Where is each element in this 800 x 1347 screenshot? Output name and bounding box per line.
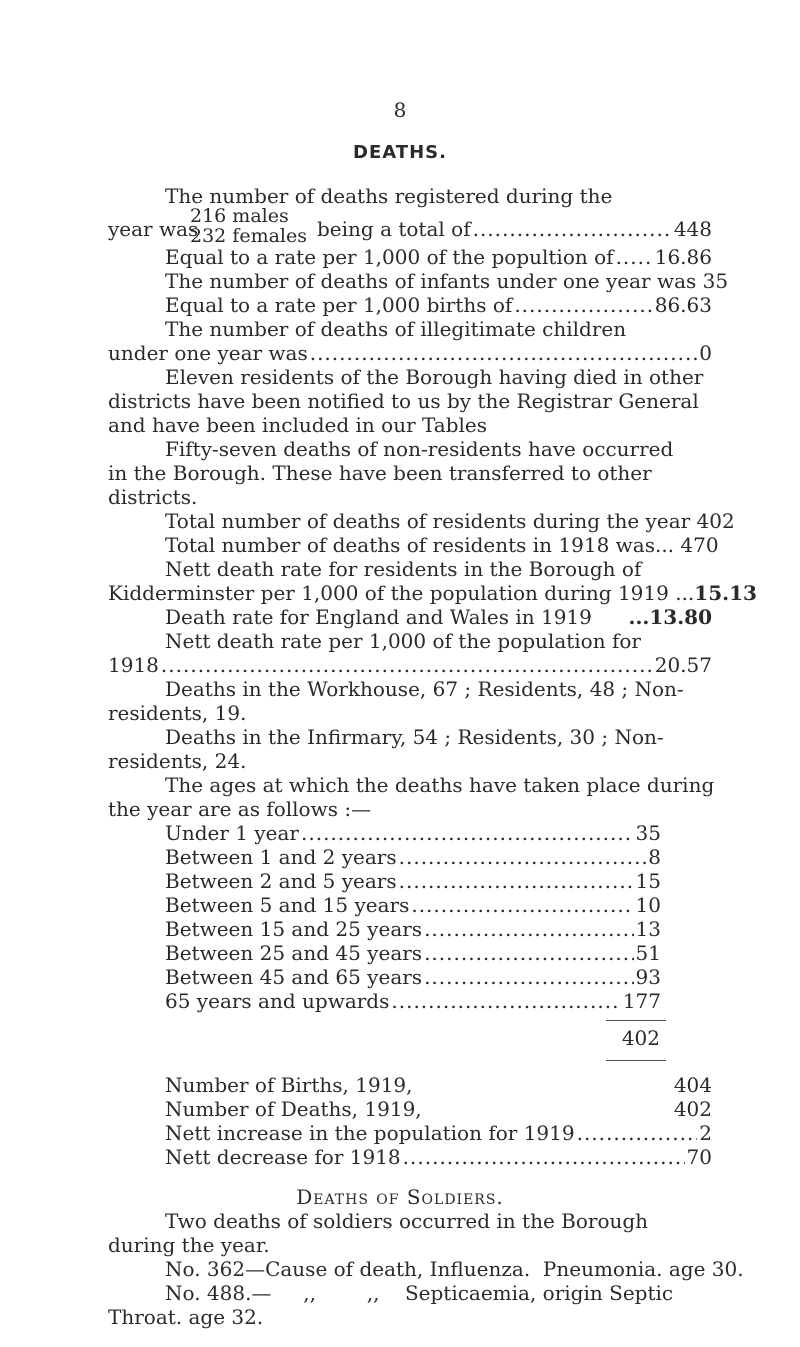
sum-rule	[606, 1060, 666, 1061]
population-value: 402	[673, 1097, 712, 1121]
age-value: 10	[635, 893, 661, 917]
nett-rate-kidderminster-line	[108, 581, 757, 605]
eleven-para-line: Eleven residents of the Borough having died in other	[165, 365, 704, 389]
population-row	[165, 1073, 712, 1097]
age-row	[165, 821, 661, 845]
age-value: 177	[622, 989, 661, 1013]
england-rate-row	[165, 605, 712, 629]
rate-population-row	[165, 245, 712, 269]
leader-dots	[399, 845, 647, 869]
nett-rate-line: Nett death rate for residents in the Borough of	[165, 557, 642, 581]
residents-1919-line: Total number of deaths of residents during the year 402	[165, 509, 735, 533]
age-row	[165, 845, 661, 869]
total-deaths-value: 448	[673, 217, 712, 241]
nett-1918-year: 1918	[108, 653, 159, 677]
leader-dots	[310, 341, 698, 365]
total-deaths-label: being a total of	[317, 217, 471, 241]
age-value: 8	[648, 845, 661, 869]
age-label: Between 2 and 5 years	[165, 869, 397, 893]
population-value: 70	[686, 1145, 712, 1169]
eleven-para-line: districts have been notified to us by the Registrar General	[108, 389, 699, 413]
rate-births-value: 86.63	[654, 293, 712, 317]
fifty-para-line: Fifty-seven deaths of non-residents have occurred	[165, 437, 674, 461]
nett-rate-label: Kidderminster per 1,000 of the population during 1919 ...	[108, 581, 695, 605]
page-title: DEATHS.	[353, 142, 447, 163]
nett-1918-line: Nett death rate per 1,000 of the population for	[165, 629, 641, 653]
illegitimate-value: 0	[699, 341, 712, 365]
ages-intro-line: the year are as follows :—	[108, 797, 372, 821]
fifty-para-line: in the Borough. These have been transferred to other	[108, 461, 652, 485]
illegitimate-label: under one year was	[108, 341, 308, 365]
england-rate-label: Death rate for England and Wales in 1919	[165, 605, 592, 629]
infant-deaths-line: The number of deaths of infants under one year was 35	[165, 269, 729, 293]
workhouse-line: Deaths in the Workhouse, 67 ; Residents, 48 ; Non-	[165, 677, 684, 701]
age-row	[165, 965, 661, 989]
age-label: 65 years and upwards	[165, 989, 390, 1013]
residents-1918-value: 470	[680, 533, 719, 557]
soldiers-line: Two deaths of soldiers occurred in the Borough	[165, 1209, 649, 1233]
soldiers-line: during the year.	[108, 1233, 270, 1257]
age-label: Under 1 year	[165, 821, 299, 845]
rate-births-row	[165, 293, 712, 317]
residents-1918-label: Total number of deaths of residents in 1918 was...	[165, 533, 675, 557]
age-label: Between 45 and 65 years	[165, 965, 423, 989]
age-row	[165, 893, 661, 917]
infirmary-line: residents, 24.	[108, 749, 247, 773]
population-label: Nett increase in the population for 1919	[165, 1121, 575, 1145]
population-value: 404	[673, 1073, 712, 1097]
infirmary-line: Deaths in the Infirmary, 54 ; Residents, 30 ; Non-	[165, 725, 664, 749]
ages-intro-line: The ages at which the deaths have taken place during	[165, 773, 715, 797]
eleven-para-line: and have been included in our Tables	[108, 413, 488, 437]
leader-dots	[391, 989, 620, 1013]
intro-line: The number of deaths registered during the	[165, 184, 613, 208]
age-label: Between 15 and 25 years	[165, 917, 423, 941]
population-label: Nett decrease for 1918	[165, 1145, 401, 1169]
leader-dots	[301, 821, 634, 845]
leader-dots	[424, 941, 633, 965]
population-label: Number of Deaths, 1919,	[165, 1097, 422, 1121]
leader-dots	[161, 653, 653, 677]
age-value: 93	[635, 965, 661, 989]
leader-dots	[424, 917, 633, 941]
nett-1918-row	[108, 653, 712, 677]
population-row	[165, 1145, 712, 1169]
illegitimate-row	[108, 341, 712, 365]
soldiers-line: No. 362—Cause of death, Influenza. Pneumonia. age 30.	[165, 1257, 744, 1281]
age-row	[165, 989, 661, 1013]
soldiers-line: No. 488.— ,, ,, Septicaemia, origin Septic	[165, 1281, 674, 1305]
age-label: Between 1 and 2 years	[165, 845, 397, 869]
leader-dots	[411, 893, 633, 917]
leader-dots	[616, 245, 653, 269]
population-row	[165, 1121, 712, 1145]
population-value: 2	[699, 1121, 712, 1145]
leader-dots	[424, 965, 633, 989]
leader-dots	[399, 869, 634, 893]
total-deaths-row	[317, 217, 712, 241]
soldiers-heading: Deaths of Soldiers.	[296, 1185, 504, 1209]
age-row	[165, 941, 661, 965]
age-value: 15	[635, 869, 661, 893]
england-rate-value: ...13.80	[628, 605, 712, 629]
fifty-para-line: districts.	[108, 485, 198, 509]
age-label: Between 5 and 15 years	[165, 893, 410, 917]
age-row	[165, 917, 661, 941]
year-was-label: year was	[108, 217, 199, 241]
sum-rule	[606, 1020, 666, 1021]
age-value: 13	[635, 917, 661, 941]
rate-population-value: 16.86	[654, 245, 712, 269]
illegitimate-line: The number of deaths of illegitimate children	[165, 317, 627, 341]
leader-dots	[514, 293, 652, 317]
females-count: 232 females	[190, 225, 307, 247]
residents-1918-line	[165, 533, 719, 557]
population-row	[165, 1097, 712, 1121]
leader-dots	[403, 1145, 685, 1169]
nett-1918-value: 20.57	[654, 653, 712, 677]
nett-rate-value: 15.13	[694, 581, 757, 605]
age-label: Between 25 and 45 years	[165, 941, 423, 965]
page-number: 8	[393, 98, 407, 122]
age-value: 35	[635, 821, 661, 845]
population-label: Number of Births, 1919,	[165, 1073, 413, 1097]
workhouse-line: residents, 19.	[108, 701, 247, 725]
males-count: 216 males	[190, 205, 289, 227]
leader-dots	[473, 217, 672, 241]
age-value: 51	[635, 941, 661, 965]
leader-dots	[577, 1121, 698, 1145]
soldiers-line: Throat. age 32.	[108, 1305, 264, 1329]
ages-total: 402	[621, 1026, 660, 1050]
rate-population-label: Equal to a rate per 1,000 of the popultion of	[165, 245, 614, 269]
rate-births-label: Equal to a rate per 1,000 births of	[165, 293, 513, 317]
age-row	[165, 869, 661, 893]
